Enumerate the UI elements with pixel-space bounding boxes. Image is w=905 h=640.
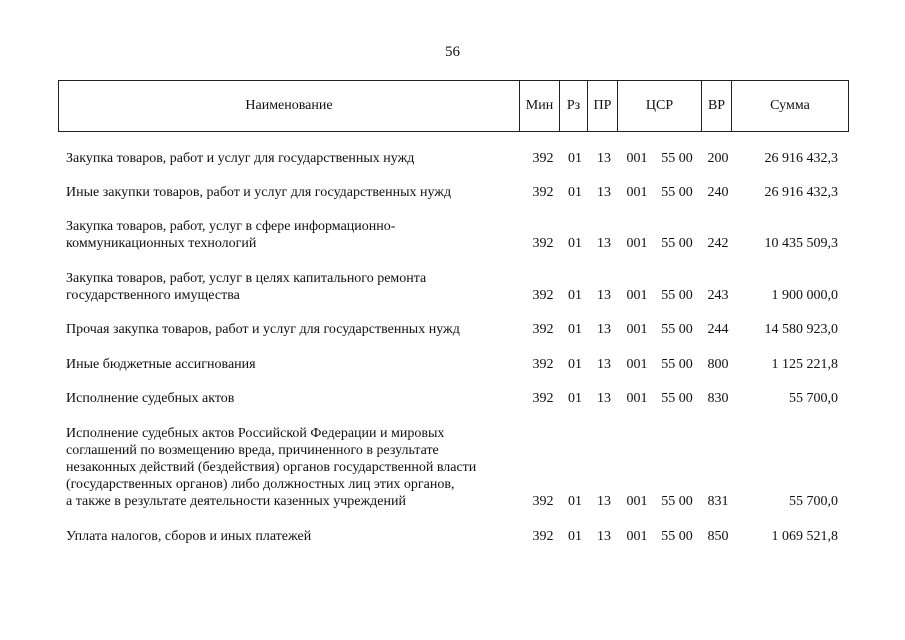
header-pr: ПР [588, 81, 618, 131]
row-csr1: 001 [626, 288, 648, 303]
row-name: Закупка товаров, работ, услуг в сфере информационно- коммуникационных технологий [66, 219, 396, 251]
header-min: Мин [520, 81, 560, 131]
row-min: 392 [532, 529, 554, 544]
row-pr: 13 [597, 494, 611, 509]
row-min: 392 [532, 236, 554, 251]
row-pr: 13 [597, 236, 611, 251]
row-pr: 13 [597, 151, 611, 166]
row-min: 392 [532, 185, 554, 200]
row-rz: 01 [568, 151, 582, 166]
row-rz: 01 [568, 529, 582, 544]
row-csr2: 55 00 [661, 357, 693, 372]
row-rz: 01 [568, 288, 582, 303]
row-min: 392 [532, 288, 554, 303]
row-vr: 243 [707, 288, 729, 303]
row-csr1: 001 [626, 151, 648, 166]
row-pr: 13 [597, 529, 611, 544]
row-vr: 242 [707, 236, 729, 251]
header-name: Наименование [59, 81, 520, 131]
header-rz: Рз [560, 81, 588, 131]
row-csr2: 55 00 [661, 391, 693, 406]
row-name: Закупка товаров, работ, услуг в целях капитального ремонта государственного имущества [66, 271, 427, 303]
row-name: Иные бюджетные ассигнования [66, 357, 256, 372]
row-csr1: 001 [626, 185, 648, 200]
row-sum: 26 916 432,3 [764, 151, 838, 166]
row-name: Исполнение судебных актов Российской Федерации и мировых соглашений по возмещению вреда, причиненного в результате незаконных действий (бездействия) органов государственной власти (государственных органов) либо должностных лиц этих органов, а также в результате деятельности казенных учреждений [66, 426, 477, 509]
row-rz: 01 [568, 494, 582, 509]
header-csr: ЦСР [618, 81, 702, 131]
row-vr: 244 [707, 322, 729, 337]
row-rz: 01 [568, 236, 582, 251]
row-rz: 01 [568, 322, 582, 337]
row-sum: 14 580 923,0 [764, 322, 838, 337]
row-csr2: 55 00 [661, 288, 693, 303]
row-sum: 26 916 432,3 [764, 185, 838, 200]
row-sum: 1 125 221,8 [771, 357, 838, 372]
row-csr2: 55 00 [661, 185, 693, 200]
row-csr1: 001 [626, 494, 648, 509]
row-pr: 13 [597, 288, 611, 303]
row-sum: 55 700,0 [789, 494, 838, 509]
row-sum: 55 700,0 [789, 391, 838, 406]
row-name: Исполнение судебных актов [66, 391, 235, 406]
row-vr: 200 [707, 151, 729, 166]
row-pr: 13 [597, 185, 611, 200]
row-min: 392 [532, 357, 554, 372]
row-csr1: 001 [626, 236, 648, 251]
row-csr2: 55 00 [661, 322, 693, 337]
row-name: Уплата налогов, сборов и иных платежей [66, 529, 312, 544]
row-pr: 13 [597, 391, 611, 406]
row-csr2: 55 00 [661, 529, 693, 544]
row-pr: 13 [597, 322, 611, 337]
row-name: Закупка товаров, работ и услуг для государственных нужд [66, 151, 415, 166]
row-csr2: 55 00 [661, 151, 693, 166]
page-number: 56 [445, 44, 460, 60]
row-csr2: 55 00 [661, 494, 693, 509]
row-csr1: 001 [626, 322, 648, 337]
row-min: 392 [532, 494, 554, 509]
row-rz: 01 [568, 357, 582, 372]
row-rz: 01 [568, 185, 582, 200]
row-pr: 13 [597, 357, 611, 372]
row-csr2: 55 00 [661, 236, 693, 251]
row-rz: 01 [568, 391, 582, 406]
row-min: 392 [532, 322, 554, 337]
row-csr1: 001 [626, 357, 648, 372]
row-vr: 831 [707, 494, 729, 509]
row-csr1: 001 [626, 391, 648, 406]
row-min: 392 [532, 151, 554, 166]
row-vr: 830 [707, 391, 729, 406]
row-sum: 1 069 521,8 [771, 529, 838, 544]
row-vr: 850 [707, 529, 729, 544]
row-vr: 800 [707, 357, 729, 372]
row-min: 392 [532, 391, 554, 406]
row-sum: 1 900 000,0 [771, 288, 838, 303]
row-sum: 10 435 509,3 [764, 236, 838, 251]
header-vr: ВР [702, 81, 732, 131]
row-name: Прочая закупка товаров, работ и услуг для государственных нужд [66, 322, 460, 337]
row-vr: 240 [707, 185, 729, 200]
header-sum: Сумма [770, 98, 810, 113]
row-csr1: 001 [626, 529, 648, 544]
row-name: Иные закупки товаров, работ и услуг для государственных нужд [66, 185, 452, 200]
